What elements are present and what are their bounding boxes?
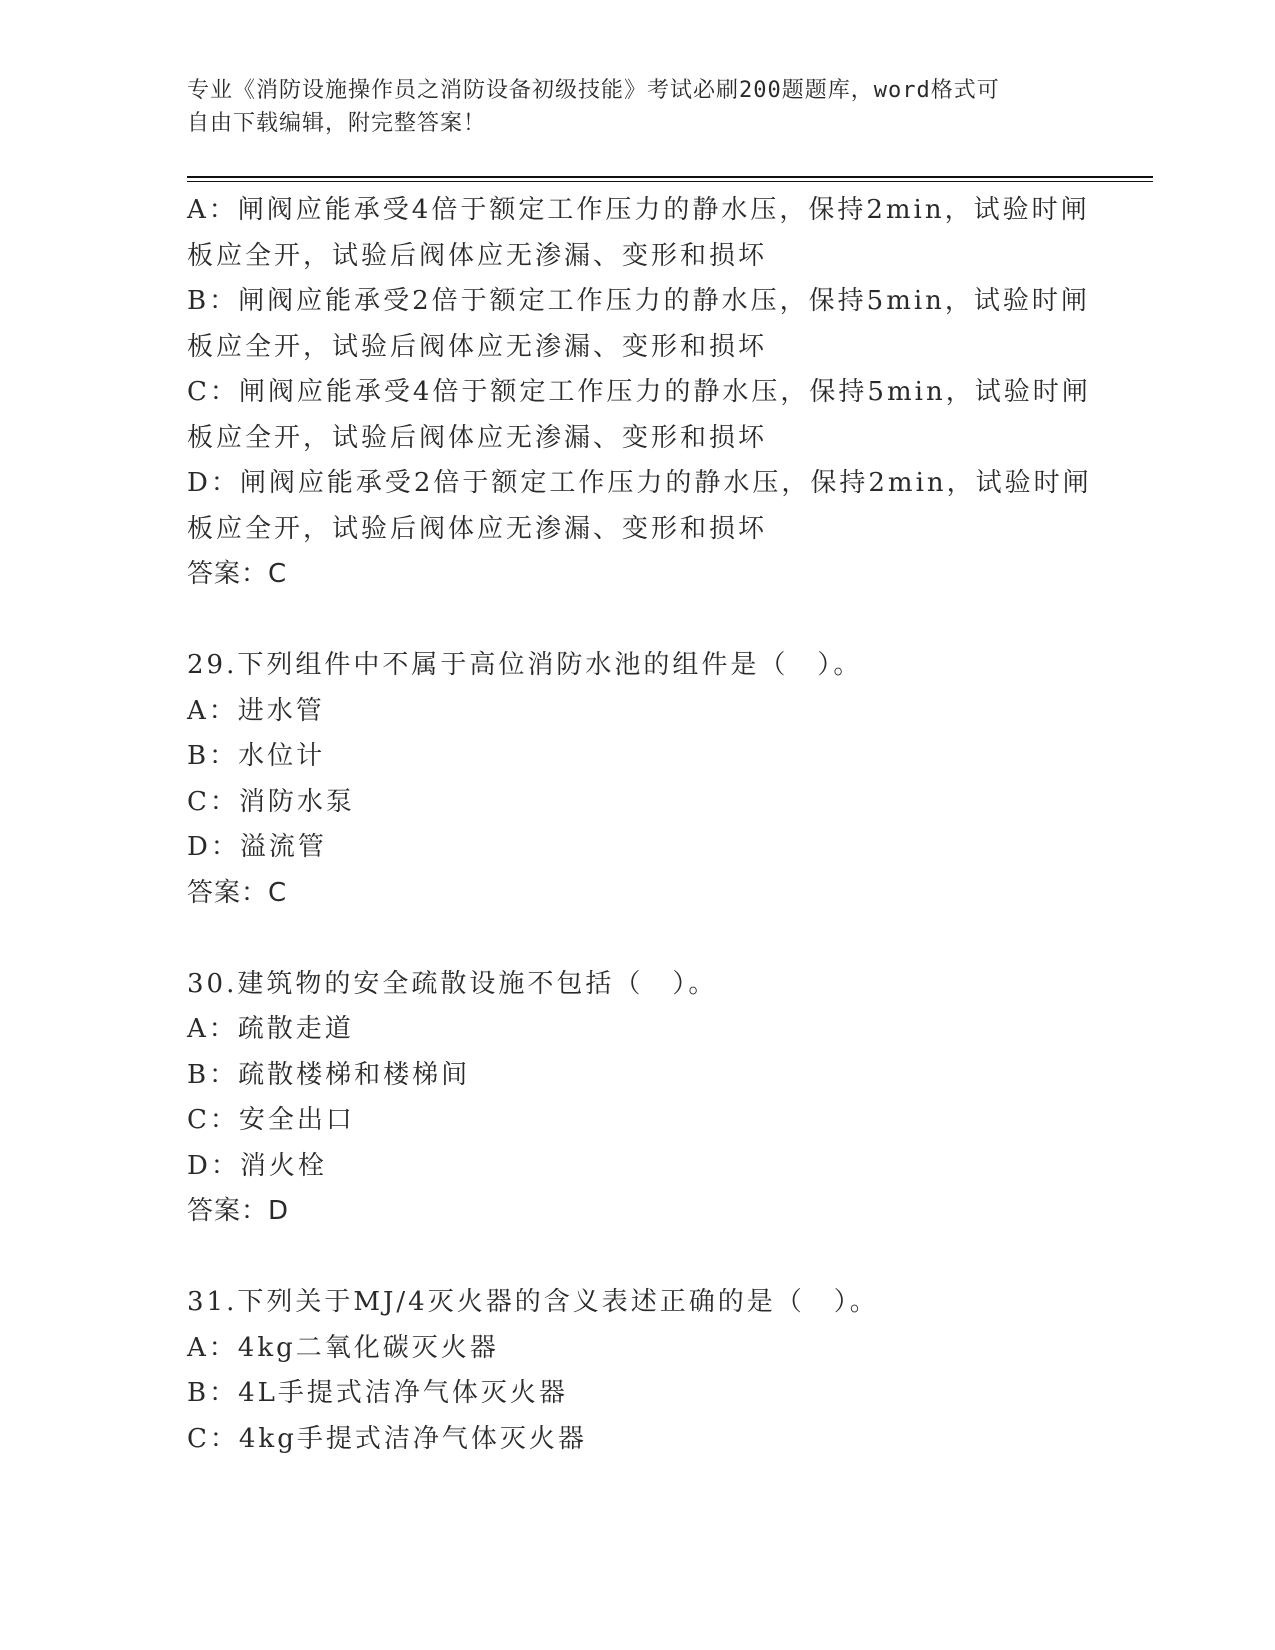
q29-question: 29.下列组件中不属于高位消防水池的组件是（ ）。 xyxy=(187,650,863,680)
question-30-block xyxy=(187,962,1087,1235)
q29-option-c: C：消防水泵 xyxy=(187,786,355,817)
q28-option-c-line-2: 板应全开，试验后阀体应无渗漏、变形和损坏 xyxy=(187,422,768,453)
q29-option-b: B：水位计 xyxy=(187,741,326,771)
q28-option-d-line-1: D：闸阀应能承受2倍于额定工作压力的静水压，保持2min，试验时闸 xyxy=(187,468,1092,498)
document-header xyxy=(187,74,1087,140)
q30-option-a: A：疏散走道 xyxy=(187,1014,354,1044)
q30-option-c: C：安全出口 xyxy=(187,1105,355,1135)
q28-option-d-line-2: 板应全开，试验后阀体应无渗漏、变形和损坏 xyxy=(187,513,768,544)
question-spacer xyxy=(187,916,1087,962)
q28-option-a-line-1: A：闸阀应能承受4倍于额定工作压力的静水压，保持2min，试验时闸 xyxy=(187,195,1090,225)
question-spacer xyxy=(187,598,1087,644)
q30-question: 30.建筑物的安全疏散设施不包括（ ）。 xyxy=(187,968,718,999)
q31-question: 31.下列关于MJ/4灭火器的含义表述正确的是（ ）。 xyxy=(187,1287,879,1317)
header-divider-thick xyxy=(187,176,1153,178)
q31-option-b: B：4L手提式洁净气体灭火器 xyxy=(187,1378,568,1408)
q29-answer: 答案：C xyxy=(187,877,288,908)
question-29-block xyxy=(187,643,1087,916)
q28-option-b-line-2: 板应全开，试验后阀体应无渗漏、变形和损坏 xyxy=(187,331,768,362)
header-divider-thin xyxy=(187,181,1153,182)
q28-option-b-line-1: B：闸阀应能承受2倍于额定工作压力的静水压，保持5min，试验时闸 xyxy=(187,286,1090,316)
q31-option-c: C：4kg手提式洁净气体灭火器 xyxy=(187,1423,587,1454)
q28-answer: 答案：C xyxy=(187,559,288,589)
q31-option-a: A：4kg二氧化碳灭火器 xyxy=(187,1332,499,1363)
question-28-block xyxy=(187,188,1092,598)
q29-option-d: D：溢流管 xyxy=(187,832,327,862)
header-line-2: 自由下载编辑，附完整答案！ xyxy=(187,111,487,136)
q28-option-a-line-2: 板应全开，试验后阀体应无渗漏、变形和损坏 xyxy=(187,240,768,271)
q28-option-c-line-1: C：闸阀应能承受4倍于额定工作压力的静水压，保持5min，试验时闸 xyxy=(187,377,1091,407)
q30-option-d: D：消火栓 xyxy=(187,1150,327,1181)
q30-answer: 答案：D xyxy=(187,1196,290,1226)
question-spacer xyxy=(187,1235,1087,1281)
header-line-1: 专业《消防设施操作员之消防设备初级技能》考试必刷200题题库，word格式可 xyxy=(187,78,1000,103)
question-31-block xyxy=(187,1280,1087,1462)
document-body xyxy=(187,188,1092,1462)
q29-option-a: A：进水管 xyxy=(187,695,325,726)
q30-option-b: B：疏散楼梯和楼梯间 xyxy=(187,1059,471,1090)
